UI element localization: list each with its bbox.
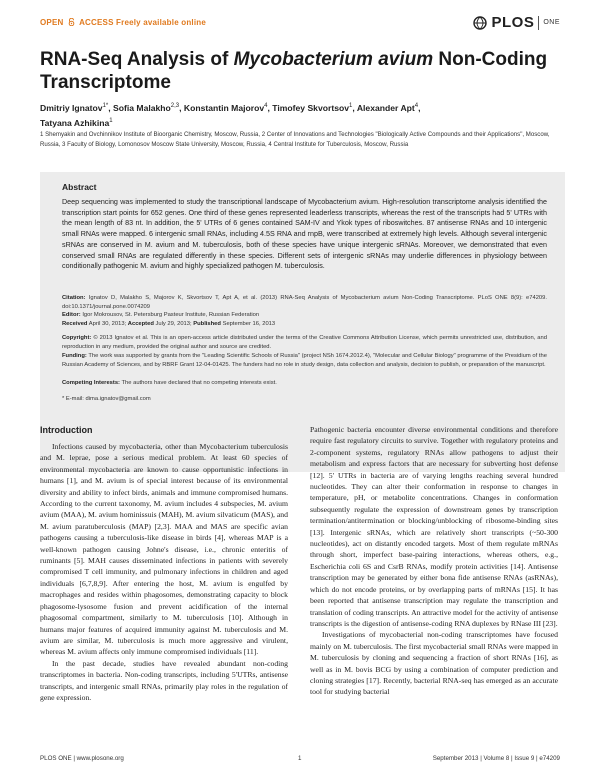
title-suffix: Non-Coding Transcriptome xyxy=(40,49,548,93)
abstract-heading: Abstract xyxy=(62,182,97,192)
page-header xyxy=(40,14,560,36)
published-label: Published xyxy=(193,321,221,327)
funding-text: The work was supported by grants from the "Leading Scientific Schools of Russia" (project NSh 1674.2012.4), "Molecular and Cellular Biology" programme of the Presidium of the Russian Academy of Sciences, and by RBRF Grant 12-04-01425. The funders had no role in study design, data collection and analysis, decision to publish, or preparation of the manuscript. xyxy=(62,353,547,368)
citation-text: Ignatov D, Malakho S, Majorov K, Skvortsov T, Apt A, et al. (2013) RNA-Seq Analysis of Mycobacterium avium Non-Coding Transcriptome. PLoS ONE 8(9): e74209. doi:10.1371/journal.pone.0074209 xyxy=(62,295,547,310)
editor-text: Igor Mokrousov, St. Petersburg Pasteur Institute, Russian Federation xyxy=(82,312,260,318)
freely-available-tag: Freely available online xyxy=(116,18,207,27)
email-label: * E-mail: xyxy=(62,396,84,402)
body-paragraph: Investigations of mycobacterial non-coding transcriptomes have focused mainly on M. tuberculosis. The first mycobacterial small RNAs were mapped in M. tuberculosis by cloning and sequencing a fraction of short RNAs [16], as well as in M. bovis BCG by using a combination of computer prediction and cloning strategies [17]. Recently, bacterial RNA-seq has emerged as an accurate tool for studying bacterial xyxy=(310,630,558,697)
plos-one-logo xyxy=(473,14,560,31)
one-wordmark: ONE xyxy=(543,19,560,26)
author-affil-mark: 1* xyxy=(102,103,109,109)
plos-wordmark: PLOS xyxy=(491,14,535,31)
accepted-date: July 29, 2013; xyxy=(155,321,192,327)
contact-email xyxy=(62,395,547,404)
funding-label: Funding: xyxy=(62,353,87,359)
published-date: September 16, 2013 xyxy=(222,321,276,327)
received-label: Received xyxy=(62,321,88,327)
author-name: Alexander Apt xyxy=(356,102,415,113)
copyright-label: Copyright: xyxy=(62,335,92,341)
dates xyxy=(62,320,547,329)
citation xyxy=(62,294,547,311)
logo-divider xyxy=(538,16,539,30)
page-number: 1 xyxy=(298,755,302,762)
email-address[interactable]: dima.ignatov@gmail.com xyxy=(85,396,151,402)
footer-issue: September 2013 | Volume 8 | Issue 9 | e74209 xyxy=(432,755,560,762)
author-name: Tatyana Azhikina xyxy=(40,117,110,128)
editor-label: Editor: xyxy=(62,312,81,318)
open-access-label-right: ACCESS xyxy=(79,18,114,27)
open-access-label-left: OPEN xyxy=(40,18,64,27)
editor xyxy=(62,311,547,320)
author-name: Sofia Malakho xyxy=(113,102,171,113)
author-name: Timofey Skvortsov xyxy=(272,102,350,113)
author-affil-mark: 1 xyxy=(109,117,113,124)
open-lock-icon xyxy=(68,18,75,26)
body-column-right xyxy=(310,424,558,698)
author-affil-mark: 4 xyxy=(264,103,268,109)
plos-globe-icon xyxy=(473,16,487,30)
body-paragraph: Pathogenic bacteria encounter diverse environmental conditions and therefore require fast regulatory circuits to survive. Together with regulatory proteins and 2-component systems, regulatory RNAs allow pathogens to adjust their metabolism and express factors that are necessary for subverting host defense [12]. 5' UTRs in bacteria are of varying lengths reaching several hundred nucleotides. They can alter their conformation in response to changes in temperature, pH, or metabolite concentrations. Changes in conformation subsequently regulate the expression of downstream genes by transcription termination/antitermination or blocking/unblocking of ribosome-binding sites [13]. Intergenic sRNAs, which are relatively short transcripts (~50-300 nucleotides), act on distantly encoded targets. Most of them regulate mRNAs through short, imperfect base-pairing interactions, whereas others, e.g., Escherichia coli 6S and CsrB RNAs, modify protein activities [14]. Antisense transcription may be generated by either bona fide antisense RNAs (asRNAs), which do not encode proteins, or by overlapping parts of mRNAs [15]. It has been reported that antisense transcription may regulate the transcription and translation of coding transcripts. An attractive model for the activity of antisense transcripts is the digestion of antisense-coding RNA duplexes by RNase III [23]. xyxy=(310,425,558,628)
author-affil-mark: 1 xyxy=(349,103,353,109)
competing-text: The authors have declared that no competing interests exist. xyxy=(121,380,277,386)
footer-journal: PLOS ONE | www.plosone.org xyxy=(40,755,124,762)
copyright xyxy=(62,334,547,351)
body-paragraph: Infections caused by mycobacteria, other than Mycobacterium tuberculosis and M. leprae, pose a serious medical problem. At least 60 species of environmental mycobacteria are known to cause opportunistic infections in humans [1], and M. avium is of special interest because of its environmental diversity and ability to infect birds, animals and immune compromised humans. According to the current taxonomy, M. avium includes 4 subspecies, M. avium avium (MAA), M. avium hominissuis (MAH), M. avium silvaticum (MAS), and M. avium paratuberculosis (MAP) [2,3]. MAA and MAS are specific avian pathogens causing a tuberculosis-like disease in birds [4], whereas MAP is a well-known pathogen causing Johne's disease, i.e., chronic enteritis of ruminants [5]. MAH causes disseminated infections in patients with severely compromised T cell immunity, and pulmonary infections in children and aged individuals [6,7,8,9]. After entering the host, M. avium is engulfed by macrophages and resides within phagosomes, demonstrating capacity to block phagosome-lysosome fusion and prevent acidification of the internal phagosomal compartment, similarly to M. tuberculosis [10]. Although in humans major features of acquired immunity against M. tuberculosis and M. avium are similar, M. tuberculosis is much more aggressive and virulent, whereas M. avium affects only immune compromised individuals [11]. xyxy=(40,442,288,657)
body-column-left xyxy=(40,441,288,703)
author-affil-mark: 2,3 xyxy=(170,103,180,109)
copyright-text: © 2013 Ignatov et al. This is an open-access article distributed under the terms of the Creative Commons Attribution License, which permits unrestricted use, distribution, and reproduction in any medium, provided the original author and source are credited. xyxy=(62,335,547,350)
author-affil-mark: 4 xyxy=(414,103,419,109)
competing-interests xyxy=(62,379,547,388)
affiliations: 1 Shemyakin and Ovchinnikov Institute of Bioorganic Chemistry, Moscow, Russia, 2 Center of Innovations and Technologies "Biologically Active Compounds and their Applications", Moscow, Russia, 3 Faculty of Biology, Lomonosov Moscow State University, Moscow, Russia, 4 Central Institute for Tuberculosis, Moscow, Russia xyxy=(40,131,550,148)
author-name: Dmitriy Ignatov xyxy=(40,102,103,113)
citation-label: Citation: xyxy=(62,295,86,301)
body-paragraph: In the past decade, studies have revealed abundant non-coding transcriptomes in bacteria. Non-coding transcripts, including 5'UTRs, antisense transcripts, and intergenic small RNAs, primarily play roles in the regulation of gene expression. xyxy=(40,658,288,702)
accepted-label: Accepted xyxy=(127,321,154,327)
title-species: Mycobacterium avium xyxy=(233,49,434,70)
open-access-badge xyxy=(40,18,206,27)
article-title xyxy=(40,48,560,94)
author-name: Konstantin Majorov xyxy=(183,102,265,113)
received-date: April 30, 2013; xyxy=(88,321,127,327)
title-prefix: RNA-Seq Analysis of xyxy=(40,49,234,70)
author-list: Dmitriy Ignatov$^{1*}$, Sofia Malakho$^{2,3}$, Konstantin Majorov$^4$, Timofey Skvortsov$^1$, Alexander Apt$^4$, Tatyana Azhikina$^1$ xyxy=(40,102,421,128)
introduction-heading: Introduction xyxy=(40,425,93,435)
competing-label: Competing Interests: xyxy=(62,380,120,386)
funding xyxy=(62,352,547,369)
abstract-text: Deep sequencing was implemented to study the transcriptional landscape of Mycobacterium avium. High-resolution transcriptome analysis identified the transcription start points for 652 genes. One third of these genes represented leaderless transcripts, whereas the rest of the transcripts had 5' UTRs with the mean length of 83 nt. In addition, the 5' UTRs of 6 genes contained SAM-IV and Ykok types of riboswitches. 87 antisense RNAs and 10 intergenic small RNAs were mapped. 6 intergenic small RNAs, including 4.5S RNA and rnpB, were transcribed at extremely high levels. Although several intergenic sRNAs are conserved in M. avium and M. tuberculosis, both of these species have unique intergenic sRNAs. Moreover, we demonstrated that even conserved small RNAs are regulated differently in these species. Different sets of intergenic sRNAs may underlie differences in physiology between conditionally pathogenic M. avium and highly specialized pathogen M. tuberculosis. xyxy=(62,198,547,271)
